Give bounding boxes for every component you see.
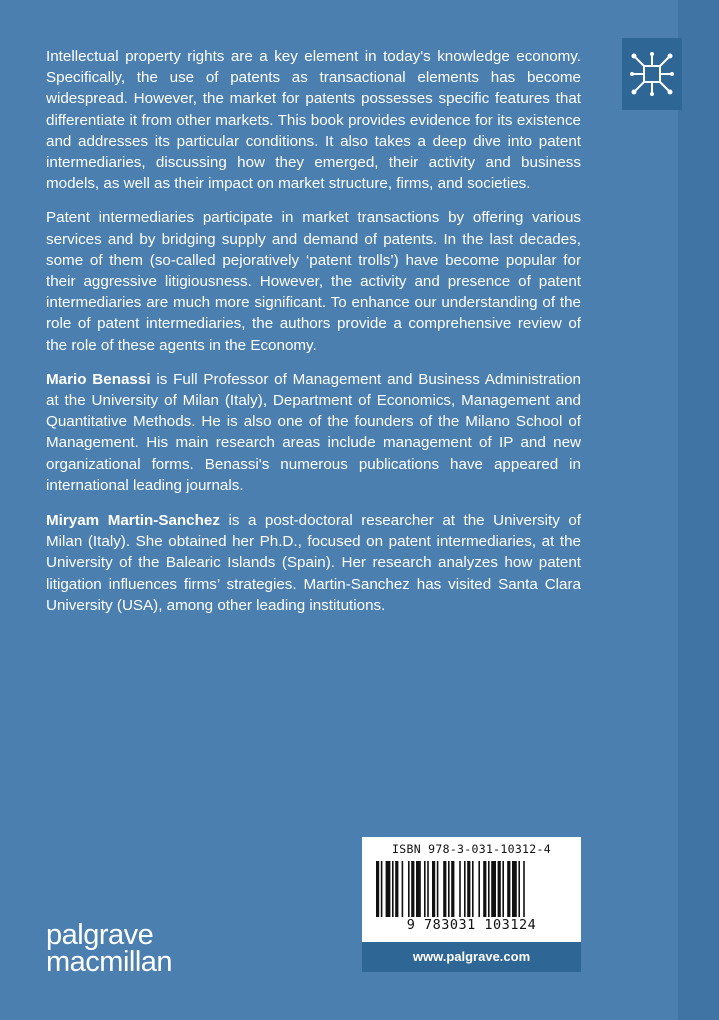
spine-strip bbox=[678, 0, 719, 1020]
author-name: Miryam Martin-Sanchez bbox=[46, 512, 220, 530]
author-bio-text: is Full Professor of Management and Business Administration at the University of Milan (Italy), Department of Economics, Management and Quantitative Methods. He is also one of the founders of the Milano School of Management. His main research areas include management of IP and new organizational forms. Benassi's numerous publications have appeared in international leading journals. bbox=[46, 370, 582, 494]
publisher-logo-box bbox=[622, 38, 682, 110]
barcode-icon bbox=[376, 861, 567, 917]
publisher-name-line1: palgrave bbox=[46, 919, 154, 951]
palgrave-network-icon bbox=[628, 50, 676, 98]
publisher-url: www.palgrave.com bbox=[362, 942, 581, 972]
author-bio-benassi bbox=[46, 369, 581, 496]
author-bio-martin-sanchez bbox=[46, 510, 581, 616]
back-cover-blurb bbox=[46, 46, 581, 630]
barcode-digits: 9 783031 103124 bbox=[406, 917, 537, 933]
isbn-label: ISBN 978-3-031-10312-4 bbox=[392, 842, 551, 856]
author-name: Mario Benassi bbox=[46, 370, 151, 388]
author-bio-text: is a post-doctoral researcher at the University of Milan (Italy). She obtained her Ph.D., focused on patent intermediaries, at the University of the Balearic Islands (Spain). Her research analyzes how patent litigation influences firms’ strategies. Martin-Sanchez has visited Santa Clara University (USA), among other leading institutions. bbox=[46, 512, 581, 614]
publisher-wordmark bbox=[46, 919, 173, 978]
summary-paragraph-2: Patent intermediaries participate in market transactions by offering various services and by bridging supply and demand of patents. In the last decades, some of them (so-called pejoratively ‘patent trolls’) have become popular for their aggressive litigiousness. However, the activity and presence of patent intermediaries are much more significant. To enhance our understanding of the role of patent intermediaries, the authors provide a comprehensive review of the role of these agents in the Economy. bbox=[46, 209, 581, 354]
isbn-barcode-box bbox=[362, 837, 581, 972]
summary-paragraph-1: Intellectual property rights are a key element in today's knowledge economy. Specifically, the use of patents as transactional elements has become widespread. However, the market for patents possesses specific features that differentiate it from other markets. This book provides evidence for its existence and addresses its particular conditions. It also takes a deep dive into patent intermediaries, discussing how they emerged, their activity and business models, as well as their impact on market structure, firms, and societies. bbox=[46, 48, 581, 193]
publisher-name-line2: macmillan bbox=[46, 946, 173, 978]
